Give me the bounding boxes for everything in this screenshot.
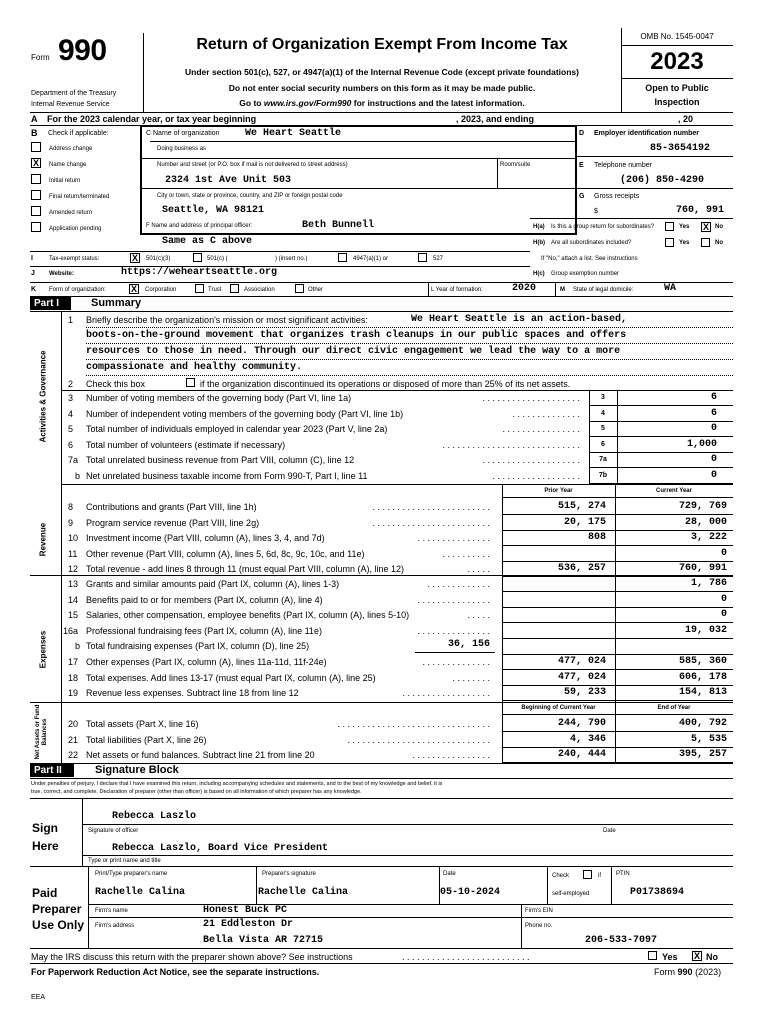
formation-year[interactable]: 2020	[512, 283, 537, 294]
line-k-letter: K	[31, 286, 37, 293]
gov-value[interactable]: 0	[710, 454, 717, 465]
line1-num: 1	[68, 315, 74, 325]
firm-phone-label: Phone no.	[525, 923, 553, 929]
fin-line-dots: . . . . . . . . . . . . . . .	[417, 594, 490, 605]
ssn-notice: Do not enter social security numbers on this form as it may be made public.	[228, 83, 536, 93]
fin-line-num: 13	[68, 579, 79, 589]
gov-value[interactable]: 6	[710, 392, 717, 403]
gov-box-label: 7b	[598, 471, 608, 479]
firm-address-2[interactable]: Bella Vista AR 72715	[203, 935, 324, 946]
fin-row-line	[502, 576, 733, 577]
firm-phone[interactable]: 206-533-7097	[585, 935, 658, 946]
check-label: Check	[552, 873, 570, 879]
fin-line-dots: . . . . . . . .	[452, 672, 490, 683]
hb-text: Are all subordinates included?	[551, 240, 632, 246]
ptin-label: PTIN	[616, 871, 630, 877]
preparer-signature[interactable]: Rachelle Calina	[258, 887, 349, 898]
b-item-label: Final return/terminated	[49, 194, 110, 200]
fin-line-num: 10	[68, 533, 79, 543]
trust-label: Trust	[208, 287, 222, 293]
gov-row-line	[589, 405, 733, 406]
mission-line-3[interactable]: resources to those in need. Through our direct civic engagement we lead the way to a more	[86, 346, 621, 357]
form-footer-id: Form 990 (2023)	[654, 967, 722, 977]
assoc-label: Association	[244, 287, 275, 293]
ha-yes-checkbox[interactable]	[665, 222, 674, 231]
fin-line-num: 18	[68, 672, 79, 683]
insert-label: ) (insert no.)	[275, 256, 308, 262]
discuss-question: May the IRS discuss this return with the preparer shown above? See instructions	[31, 952, 353, 962]
omb-number: OMB No. 1545-0047	[640, 32, 714, 41]
b-item-label: Amended return	[49, 210, 93, 216]
mission-line-2[interactable]: boots-on-the-ground movement that organizes trash cleanups in our public spaces and offers	[86, 330, 627, 341]
ha-no-label: No	[715, 224, 723, 230]
gov-line-num: 4	[68, 408, 74, 419]
gov-line-label: Total number of volunteers (estimate if necessary)	[86, 439, 286, 450]
b-checkbox-4[interactable]	[31, 206, 41, 216]
line2-check-label: Check this box	[86, 379, 146, 389]
fin-line-dots: . . . . . . . . . . . . . . . . . .	[402, 688, 490, 698]
mission-line-1[interactable]: We Heart Seattle is an action-based,	[411, 314, 628, 325]
ha-label: H(a)	[533, 224, 545, 230]
self-employed-label: self-employed	[552, 891, 590, 897]
fin-current-value[interactable]: 729, 769	[678, 501, 727, 512]
b-item-label: Address change	[49, 146, 93, 152]
b-item-label: Initial return	[49, 178, 81, 184]
gov-line-label: Number of voting members of the governing body (Part VI, line 1a)	[86, 393, 352, 403]
sign-date-label: Date	[603, 828, 616, 834]
side-label-revenue: Revenue	[38, 522, 48, 557]
phone-label: Telephone number	[594, 162, 652, 169]
fin-line-label: Professional fundraising fees (Part IX, column (A), line 11e)	[86, 625, 322, 636]
section-b-label: Check if applicable:	[48, 130, 109, 137]
trust-checkbox[interactable]	[195, 284, 204, 293]
gov-box-label: 4	[601, 409, 605, 417]
fin-line-dots: . . . . . . . . . . . . . . .	[417, 533, 490, 543]
fin-current-value[interactable]: 3, 222	[690, 532, 727, 543]
fin-current-value[interactable]: 1, 786	[690, 578, 727, 589]
fin-line-dots: . . . . .	[467, 564, 490, 574]
a1-label: 4947(a)(1) or	[353, 256, 389, 262]
fin-current-value[interactable]: 606, 178	[678, 671, 727, 683]
org-form-label: Form of organization:	[49, 287, 106, 293]
fin-line-num: 12	[68, 564, 79, 574]
assoc-checkbox[interactable]	[230, 284, 239, 293]
fin-line-dots: . . . . . . . . . . . . . . . . . . . . . . . . . . . . .	[347, 734, 490, 745]
fin-line-label: Other revenue (Part VIII, column (A), lines 5, 6d, 8c, 9c, 10c, and 11e)	[86, 548, 365, 559]
firm-ein-label: Firm's EIN	[525, 908, 553, 914]
phone-value[interactable]: (206) 850-4290	[620, 175, 705, 186]
col-current-year: Current Year	[656, 488, 692, 494]
website-label: Website:	[49, 271, 74, 277]
hb-note: If "No," attach a list. See instructions	[541, 256, 638, 262]
part2-tag: Part II	[30, 764, 74, 777]
hb-label: H(b)	[533, 240, 545, 246]
line1-label: Briefly describe the organization's mission or most significant activities:	[86, 315, 368, 325]
eea-label: EEA	[31, 994, 46, 1001]
formation-label: L Year of formation:	[431, 287, 483, 293]
fin-line-num: 9	[68, 517, 74, 528]
fin-current-value[interactable]: 0	[720, 609, 727, 620]
hb-no-label: No	[715, 240, 723, 246]
perjury-line-2: true, correct, and complete. Declaration of preparer (other than officer) is based on all information of which preparer has any knowledge.	[31, 789, 362, 795]
street-label: Number and street (or P.O. box if mail is not delivered to street address)	[157, 162, 348, 168]
gov-line-num: 7a	[68, 455, 79, 465]
fin-prior-value[interactable]: 477, 024	[557, 656, 606, 667]
gov-line-dots: . . . . . . . . . . . . . . . . . . . .	[482, 393, 580, 403]
line-j-letter: J	[31, 270, 35, 277]
firm-name[interactable]: Honest Buck PC	[203, 905, 288, 916]
c3-label: 501(c)(3)	[146, 256, 171, 262]
fin-line-dots: . . . . . . . . . . . . . . . .	[412, 750, 490, 760]
discuss-yes-label: Yes	[662, 952, 678, 962]
fin-line-num: 8	[68, 502, 74, 512]
gov-line-num: 5	[68, 424, 74, 434]
self-employed-checkbox[interactable]	[583, 870, 592, 879]
gov-value[interactable]: 0	[710, 423, 717, 434]
ein-value[interactable]: 85-3654192	[650, 143, 711, 154]
section-b-letter: B	[31, 128, 38, 138]
gov-line-dots: . . . . . . . . . . . . . . . . . .	[492, 470, 580, 481]
fin-line-num: 19	[68, 688, 79, 698]
fin-line-dots: . . . . .	[467, 610, 490, 620]
dollar-sign: $	[594, 208, 598, 215]
fin-prior-value[interactable]: 477, 024	[557, 671, 606, 683]
line-a-letter: A	[31, 114, 38, 124]
fin-row-line	[502, 545, 733, 546]
side-label-expenses: Expenses	[38, 630, 48, 669]
form-label: Form	[31, 53, 50, 62]
tax-year: 2023	[650, 48, 704, 75]
name-title-label: Type or print name and title	[88, 858, 161, 864]
b-checkbox-2[interactable]	[31, 174, 41, 184]
b-checkbox-0[interactable]	[31, 142, 41, 152]
dept-treasury: Department of the Treasury	[31, 90, 117, 97]
fin-current-value[interactable]: 19, 032	[684, 624, 727, 636]
gov-row-line	[589, 421, 733, 422]
pname-label: Print/Type preparer's name	[95, 871, 168, 877]
fin-current-value[interactable]: 28, 000	[684, 516, 727, 528]
officer-signature[interactable]: Rebecca Laszlo	[112, 811, 197, 822]
gov-line-label: Number of independent voting members of the governing body (Part VI, line 1b)	[86, 408, 404, 419]
gov-row-line	[589, 436, 733, 437]
s527-label: 527	[433, 256, 444, 262]
col-begin-year: Beginning of Current Year	[521, 705, 596, 711]
gov-line-dots: . . . . . . . . . . . . . . . . . . . .	[482, 455, 580, 465]
gov-box-label: 6	[601, 440, 605, 448]
fin-current-value[interactable]: 0	[720, 593, 727, 605]
fin-line-label: Total expenses. Add lines 13-17 (must equal Part IX, column (A), line 25)	[86, 672, 376, 683]
hb-yes-label: Yes	[679, 240, 690, 246]
org-city[interactable]: Seattle, WA 98121	[162, 205, 265, 216]
fin-line-label: Total liabilities (Part X, line 26)	[86, 734, 207, 745]
gov-value[interactable]: 1,000	[686, 438, 717, 450]
fin-line-label: Total revenue - add lines 8 through 11 (must equal Part VIII, column (A), line 12)	[86, 564, 404, 574]
line2-num: 2	[68, 379, 74, 389]
gov-box-label: 5	[601, 425, 605, 432]
fin-line-label: Grants and similar amounts paid (Part IX, column (A), lines 1-3)	[86, 579, 340, 589]
part1-tag: Part I	[30, 297, 71, 310]
part2-title: Signature Block	[95, 764, 179, 776]
side-label-net-assets: Net Assets or Fund Balances	[35, 704, 48, 760]
sign-label: Sign	[32, 821, 58, 835]
line16b-label: Total fundraising expenses (Part IX, column (D), line 25)	[86, 641, 310, 651]
domicile-state[interactable]: WA	[664, 283, 677, 294]
fin-line-num: 11	[68, 548, 78, 559]
dba-label: Doing business as	[157, 146, 207, 152]
fin-row-line	[502, 561, 733, 562]
gov-row-line	[589, 467, 733, 468]
form-subtitle: Under section 501(c), 527, or 4947(a)(1) of the Internal Revenue Code (except private foundations)	[185, 67, 579, 77]
gov-line-num: 3	[68, 393, 74, 403]
col-end-year: End of Year	[657, 705, 691, 711]
fin-row-line	[502, 747, 733, 748]
discuss-no-checkbox[interactable]: X	[693, 951, 700, 961]
form-title: Return of Organization Exempt From Income Tax	[196, 36, 568, 53]
fin-line-dots: . . . . . . . . . . . . . .	[422, 657, 490, 667]
b-checkbox-1[interactable]: X	[32, 158, 39, 168]
fin-prior-value[interactable]: 59, 233	[563, 687, 606, 698]
line-a-mid: , 2023, and ending	[456, 114, 535, 124]
fin-current-value[interactable]: 0	[720, 547, 727, 559]
c3-checkbox[interactable]: X	[131, 253, 138, 263]
b-checkbox-5[interactable]	[31, 222, 41, 232]
fin-row-line	[502, 669, 733, 670]
b-item-label: Application pending	[49, 226, 102, 232]
discuss-yes-checkbox[interactable]	[648, 951, 657, 960]
fin-row-line	[502, 700, 733, 701]
fin-current-value[interactable]: 400, 792	[678, 718, 727, 729]
signature-label: Signature of officer	[88, 828, 139, 834]
gov-line-label: Net unrelated business taxable income from Form 990-T, Part I, line 11	[86, 470, 368, 481]
gov-line-dots: . . . . . . . . . . . . . . . . . . . . . . . . . . . .	[442, 439, 580, 450]
inspection: Inspection	[654, 97, 700, 107]
part1-title: Summary	[91, 297, 142, 309]
fin-line-dots: . . . . . . . . . .	[442, 548, 490, 559]
ha-no-checkbox[interactable]: X	[702, 222, 709, 232]
tax-exempt-label: Tax-exempt status:	[49, 256, 100, 262]
fin-prior-value[interactable]: 808	[587, 532, 606, 543]
ein-label: Employer identification number	[594, 130, 700, 137]
fin-line-label: Investment income (Part VIII, column (A), lines 3, 4, and 7d)	[86, 533, 325, 543]
corp-label: Corporation	[145, 287, 177, 293]
preparer-ptin[interactable]: P01738694	[630, 887, 685, 898]
gov-line-label: Total number of individuals employed in calendar year 2023 (Part V, line 2a)	[86, 424, 388, 434]
fin-line-num: 21	[68, 734, 79, 745]
fin-prior-value[interactable]: 240, 444	[557, 749, 606, 760]
fin-line-label: Total assets (Part X, line 16)	[86, 719, 199, 729]
hb-no-checkbox[interactable]	[701, 238, 710, 247]
other-checkbox[interactable]	[295, 284, 304, 293]
paperwork-notice: For Paperwork Reduction Act Notice, see the separate instructions.	[31, 967, 320, 977]
gov-value[interactable]: 6	[710, 407, 717, 419]
s527-checkbox[interactable]	[418, 253, 427, 262]
fin-line-num: 14	[68, 594, 79, 605]
org-name-label: C Name of organization	[146, 130, 220, 137]
goto-instructions: Go to www.irs.gov/Form990 for instructions and the latest information.	[239, 98, 525, 108]
fin-line-label: Benefits paid to or for members (Part IX, column (A), line 4)	[86, 594, 323, 605]
hc-label: H(c)	[533, 271, 545, 277]
line-a-end: , 20	[678, 114, 694, 124]
fin-prior-value[interactable]: 536, 257	[557, 563, 606, 574]
psig-label: Preparer's signature	[262, 871, 316, 877]
c-checkbox[interactable]	[193, 253, 202, 262]
preparer-name[interactable]: Rachelle Calina	[95, 887, 186, 898]
a1-checkbox[interactable]	[338, 253, 347, 262]
gross-value[interactable]: 760, 991	[676, 205, 725, 216]
fin-line-num: 22	[68, 750, 79, 760]
discuss-no-label: No	[706, 952, 718, 962]
preparer-date[interactable]: 05-10-2024	[440, 887, 501, 898]
other-label: Other	[308, 287, 324, 293]
fin-line-label: Contributions and grants (Part VIII, line 1h)	[86, 502, 257, 512]
mission-line-4[interactable]: compassionate and healthy community.	[86, 362, 303, 373]
domicile-label: State of legal domicile:	[573, 287, 634, 293]
preparer-label: Preparer	[32, 902, 82, 916]
fin-line-dots: . . . . . . . . . . . . . . .	[417, 625, 490, 636]
hb-yes-checkbox[interactable]	[665, 238, 674, 247]
side-label-governance: Activities & Governance	[38, 350, 48, 443]
c-label: 501(c) (	[207, 256, 228, 262]
gov-line-dots: . . . . . . . . . . . . . .	[512, 408, 580, 419]
perjury-line-1: Under penalties of perjury, I declare that I have examined this return, including accompanying schedules and statements, and to the best of my knowledge and belief, it is	[31, 781, 443, 787]
gov-line-num: b	[75, 470, 81, 481]
if-label: if	[598, 873, 601, 879]
room-label: Room/suite	[500, 162, 531, 168]
fin-row-line	[502, 530, 733, 531]
col-prior-year: Prior Year	[544, 488, 573, 494]
firm-name-label: Firm's name	[95, 908, 128, 914]
pdate-label: Date	[443, 871, 456, 877]
fin-line-dots: . . . . . . . . . . . . . . . . . . . . . . . .	[372, 502, 490, 512]
fin-row-line	[502, 685, 733, 686]
firm-address-1[interactable]: 21 Eddleston Dr	[203, 919, 294, 930]
officer-name[interactable]: Beth Bunnell	[302, 220, 375, 231]
b-checkbox-3[interactable]	[31, 190, 41, 200]
fin-row-line	[502, 622, 733, 623]
fin-prior-value[interactable]: 244, 790	[557, 718, 606, 729]
fin-row-line	[502, 731, 733, 732]
fin-line-num: 17	[68, 657, 79, 667]
line-i-letter: I	[31, 255, 33, 262]
ein-letter: D	[579, 130, 585, 137]
fin-current-value[interactable]: 5, 535	[690, 733, 727, 745]
fin-current-value[interactable]: 395, 257	[678, 749, 727, 760]
org-name[interactable]: We Heart Seattle	[245, 128, 342, 139]
city-label: City or town, state or province, country, and ZIP or foreign postal code	[157, 193, 343, 199]
fin-line-label: Revenue less expenses. Subtract line 18 from line 12	[86, 688, 299, 698]
fin-prior-value[interactable]: 20, 175	[563, 516, 606, 528]
org-street[interactable]: 2324 1st Ave Unit 503	[165, 175, 292, 186]
domicile-letter: M	[560, 287, 565, 293]
b-item-label: Name change	[49, 162, 87, 168]
fin-line-label: Other expenses (Part IX, column (A), lines 11a-11d, 11f-24e)	[86, 657, 327, 667]
fin-prior-value[interactable]: 515, 274	[557, 501, 606, 512]
fin-line-num: 16a	[63, 625, 79, 636]
gov-line-label: Total unrelated business revenue from Part VIII, column (C), line 12	[86, 455, 355, 465]
hc-text: Group exemption number	[551, 271, 620, 277]
firm-address-label: Firm's address	[95, 923, 135, 929]
line16b-value[interactable]: 36, 156	[447, 639, 490, 650]
fin-line-dots: . . . . . . . . . . . . .	[427, 579, 490, 589]
gov-line-num: 6	[68, 439, 74, 450]
use-only-label: Use Only	[32, 918, 85, 932]
form-number: 990	[58, 34, 107, 67]
irs-label: Internal Revenue Service	[31, 101, 110, 108]
line16b-num: b	[75, 641, 81, 651]
fin-line-label: Program service revenue (Part VIII, line 2g)	[86, 517, 260, 528]
paid-label: Paid	[32, 886, 58, 900]
discuss-dots: . . . . . . . . . . . . . . . . . . . . . . . . . .	[402, 952, 530, 962]
corp-checkbox[interactable]: X	[130, 284, 137, 294]
fin-row-line	[502, 638, 733, 639]
fin-current-value[interactable]: 760, 991	[678, 563, 727, 574]
fin-current-value[interactable]: 154, 813	[678, 687, 727, 698]
gov-value[interactable]: 0	[710, 469, 717, 481]
discontinued-checkbox[interactable]	[186, 378, 195, 387]
fin-line-dots: . . . . . . . . . . . . . . . . . . . . . . . .	[372, 517, 490, 528]
gross-letter: G	[579, 193, 585, 200]
fin-current-value[interactable]: 585, 360	[678, 656, 727, 667]
officer-address[interactable]: Same as C above	[162, 236, 253, 247]
gov-box-label: 7a	[599, 456, 607, 463]
fin-line-num: 15	[68, 610, 79, 620]
officer-label: F Name and address of principal officer:	[146, 223, 253, 229]
fin-row-line	[502, 607, 733, 608]
fin-prior-value[interactable]: 4, 346	[569, 733, 606, 745]
phone-letter: E	[579, 162, 584, 169]
line2-text: if the organization discontinued its operations or disposed of more than 25% of its net assets.	[200, 379, 571, 389]
here-label: Here	[32, 839, 59, 853]
irs-url[interactable]: www.irs.gov/Form990	[263, 98, 352, 108]
ha-yes-label: Yes	[679, 224, 690, 230]
gov-line-dots: . . . . . . . . . . . . . . . .	[502, 424, 580, 434]
open-public: Open to Public	[645, 83, 709, 93]
gov-box-label: 3	[601, 394, 605, 401]
gov-row-line	[589, 452, 733, 453]
fin-row-line	[502, 591, 733, 592]
fin-row-line	[502, 514, 733, 515]
fin-line-label: Salaries, other compensation, employee benefits (Part IX, column (A), lines 5-10)	[86, 610, 410, 620]
gross-label: Gross receipts	[594, 193, 640, 200]
officer-name-title[interactable]: Rebecca Laszlo, Board Vice President	[112, 843, 329, 854]
fin-line-label: Net assets or fund balances. Subtract line 21 from line 20	[86, 750, 315, 760]
website-url[interactable]: https://weheartseattle.org	[121, 267, 278, 278]
fin-line-dots: . . . . . . . . . . . . . . . . . . . . . . . . . . . . . . .	[337, 719, 490, 729]
line-a-text: For the 2023 calendar year, or tax year beginning	[47, 114, 257, 124]
fin-line-num: 20	[68, 719, 79, 729]
ha-text: Is this a group return for subordinates?	[551, 224, 655, 230]
